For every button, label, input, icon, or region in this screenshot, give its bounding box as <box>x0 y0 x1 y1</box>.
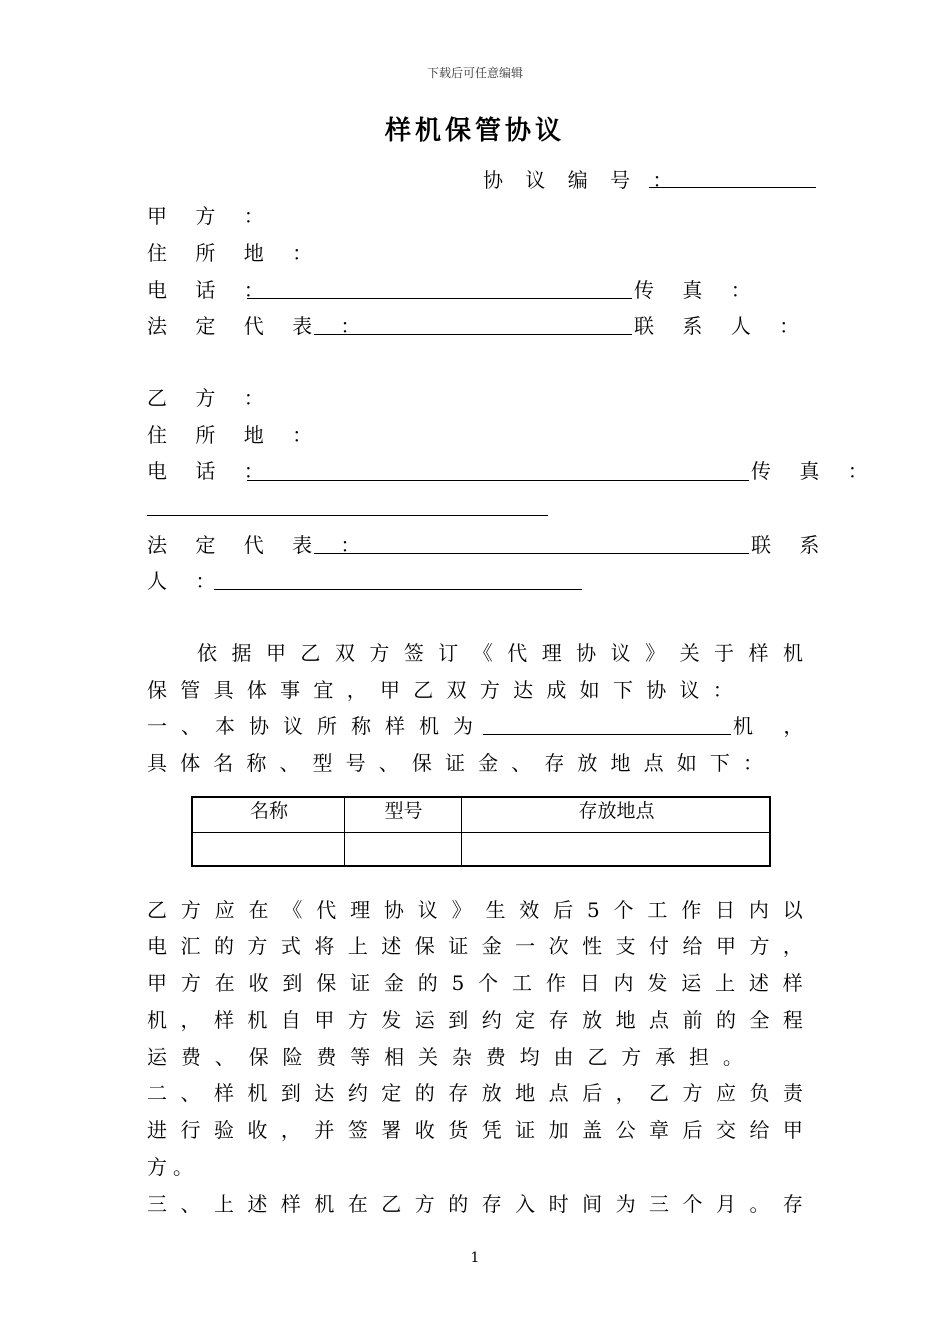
party-a-phone-blank[interactable] <box>247 298 632 299</box>
party-a-rep-label: 法 定 代 表 ： <box>147 314 372 338</box>
agreement-no-label: 协 议 编 号 ： <box>483 168 681 192</box>
body-line: 方 。 <box>147 1155 193 1179</box>
party-b-contact-label-cont: 人 ： <box>147 569 227 593</box>
clause1-line-2: 具 体 名 称 、 型 号 、 保 证 金 、 存 放 地 点 如 下 ： <box>147 751 763 775</box>
body-line: 电 汇 的 方 式 将 上 述 保 证 金 一 次 性 支 付 给 甲 方 ， <box>147 934 803 958</box>
intro-line-1: 依 据 甲 乙 双 方 签 订 《 代 理 协 议 》 关 于 样 机 <box>197 641 803 665</box>
party-b-fax-label: 传 真 ： <box>751 459 879 483</box>
party-a-rep-blank[interactable] <box>314 334 632 335</box>
document-title: 样机保管协议 <box>384 116 565 146</box>
table-header-name: 名称 <box>249 800 288 822</box>
party-a-phone-label: 电 话 ： <box>147 278 275 302</box>
sample-model-blank[interactable] <box>483 734 731 735</box>
body-line: 机 ， 样 机 自 甲 方 发 运 到 约 定 存 放 地 点 前 的 全 程 <box>147 1008 803 1032</box>
table-header-model: 型号 <box>384 800 423 822</box>
body-line: 三 、 上 述 样 机 在 乙 方 的 存 入 时 间 为 三 个 月 。 存 <box>147 1192 803 1216</box>
clause1-suffix: 机 ， <box>733 714 816 738</box>
page-number: 1 <box>470 1250 480 1266</box>
body-line: 甲 方 在 收 到 保 证 金 的 5 个 工 作 日 内 发 运 上 述 样 <box>147 971 803 995</box>
agreement-no-blank[interactable] <box>649 187 816 188</box>
party-b-address-label: 住 所 地 ： <box>147 423 324 447</box>
party-b-fax-blank[interactable] <box>147 515 548 516</box>
clause1-prefix: 一 、 本 协 议 所 称 样 机 为 <box>147 714 473 738</box>
table-header-location: 存放地点 <box>578 800 655 822</box>
table-cell-location[interactable] <box>462 833 769 865</box>
intro-line-2: 保 管 具 体 事 宜 ， 甲 乙 双 方 达 成 如 下 协 议 ： <box>147 678 733 702</box>
party-a-fax-label: 传 真 ： <box>634 278 762 302</box>
body-line: 进 行 验 收 ， 并 签 署 收 货 凭 证 加 盖 公 章 后 交 给 甲 <box>147 1118 803 1142</box>
party-b-rep-label: 法 定 代 表 ： <box>147 533 372 557</box>
party-b-contact-blank[interactable] <box>214 589 582 590</box>
table-cell-name[interactable] <box>193 833 344 865</box>
table-cell-model[interactable] <box>345 833 461 865</box>
body-line: 乙 方 应 在 《 代 理 协 议 》 生 效 后 5 个 工 作 日 内 以 <box>147 898 803 922</box>
party-b-phone-label: 电 话 ： <box>147 459 275 483</box>
party-b-contact-label: 联 系 <box>751 533 831 557</box>
party-a-label: 甲 方 ： <box>147 204 275 228</box>
party-b-rep-blank[interactable] <box>314 553 749 554</box>
party-a-address-label: 住 所 地 ： <box>147 241 324 265</box>
body-line: 运 费 、 保 险 费 等 相 关 杂 费 均 由 乙 方 承 担 。 <box>147 1045 743 1069</box>
party-b-label: 乙 方 ： <box>147 386 275 410</box>
sample-table <box>191 796 771 867</box>
party-a-contact-label: 联 系 人 ： <box>634 314 811 338</box>
party-b-phone-blank[interactable] <box>247 480 749 481</box>
page-header: 下载后可任意编辑 <box>426 66 523 80</box>
body-line: 二 、 样 机 到 达 约 定 的 存 放 地 点 后 ， 乙 方 应 负 责 <box>147 1081 803 1105</box>
